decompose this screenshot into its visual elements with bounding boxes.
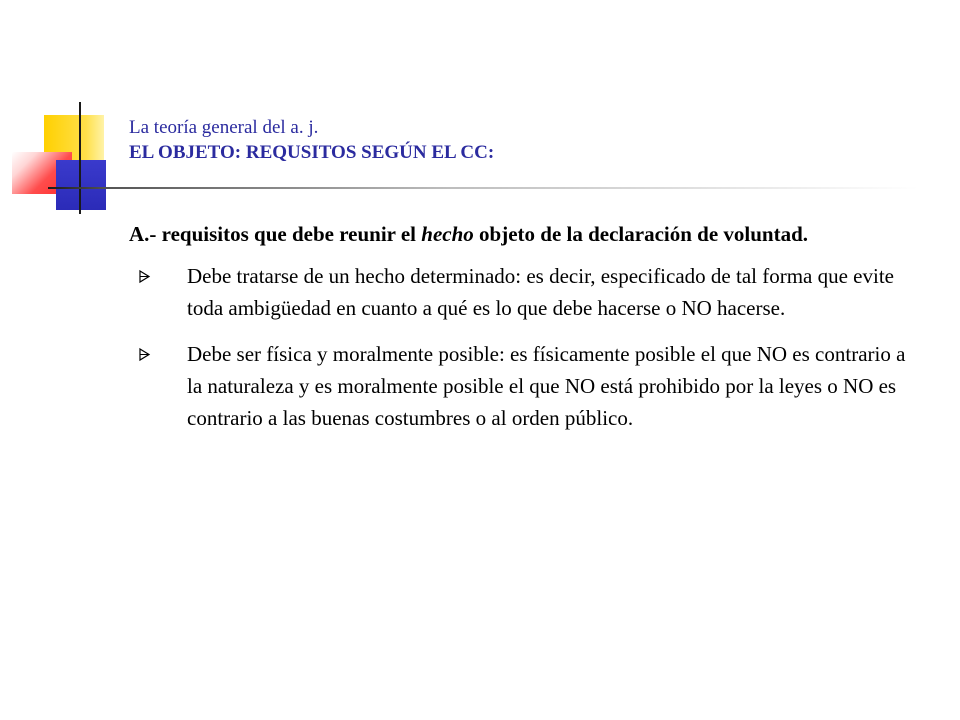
- heading-prefix: A.- requisitos que debe reunir el: [129, 222, 422, 246]
- arrowhead-bullet-icon: [137, 261, 151, 291]
- title-underline: [48, 187, 918, 189]
- slide-body: [129, 218, 919, 448]
- header-title: EL OBJETO: REQUSITOS SEGÚN EL CC:: [129, 142, 495, 163]
- requirements-heading: [129, 218, 919, 250]
- slide-header: [129, 115, 494, 165]
- bullet-text: Debe tratarse de un hecho determinado: es decir, especificado de tal forma que evite toda ambigüedad en cuanto a qué es lo que debe hacerse o NO hacerse.: [187, 264, 894, 320]
- arrowhead-bullet-icon: [137, 339, 151, 369]
- heading-suffix: objeto de la declaración de voluntad.: [473, 222, 809, 246]
- heading-italic-word: hecho: [421, 222, 474, 246]
- vertical-rule: [79, 102, 81, 214]
- bullet-item: [129, 260, 919, 324]
- bullet-item: [129, 338, 919, 434]
- header-subtitle: La teoría general del a. j.: [129, 117, 319, 138]
- blue-square: [56, 160, 106, 210]
- bullet-text: Debe ser física y moralmente posible: es físicamente posible el que NO es contrario a la naturaleza y es moralmente posible el que NO está prohibido por la leyes o NO es contrario a las buenas costumbres o al orden público.: [187, 342, 906, 430]
